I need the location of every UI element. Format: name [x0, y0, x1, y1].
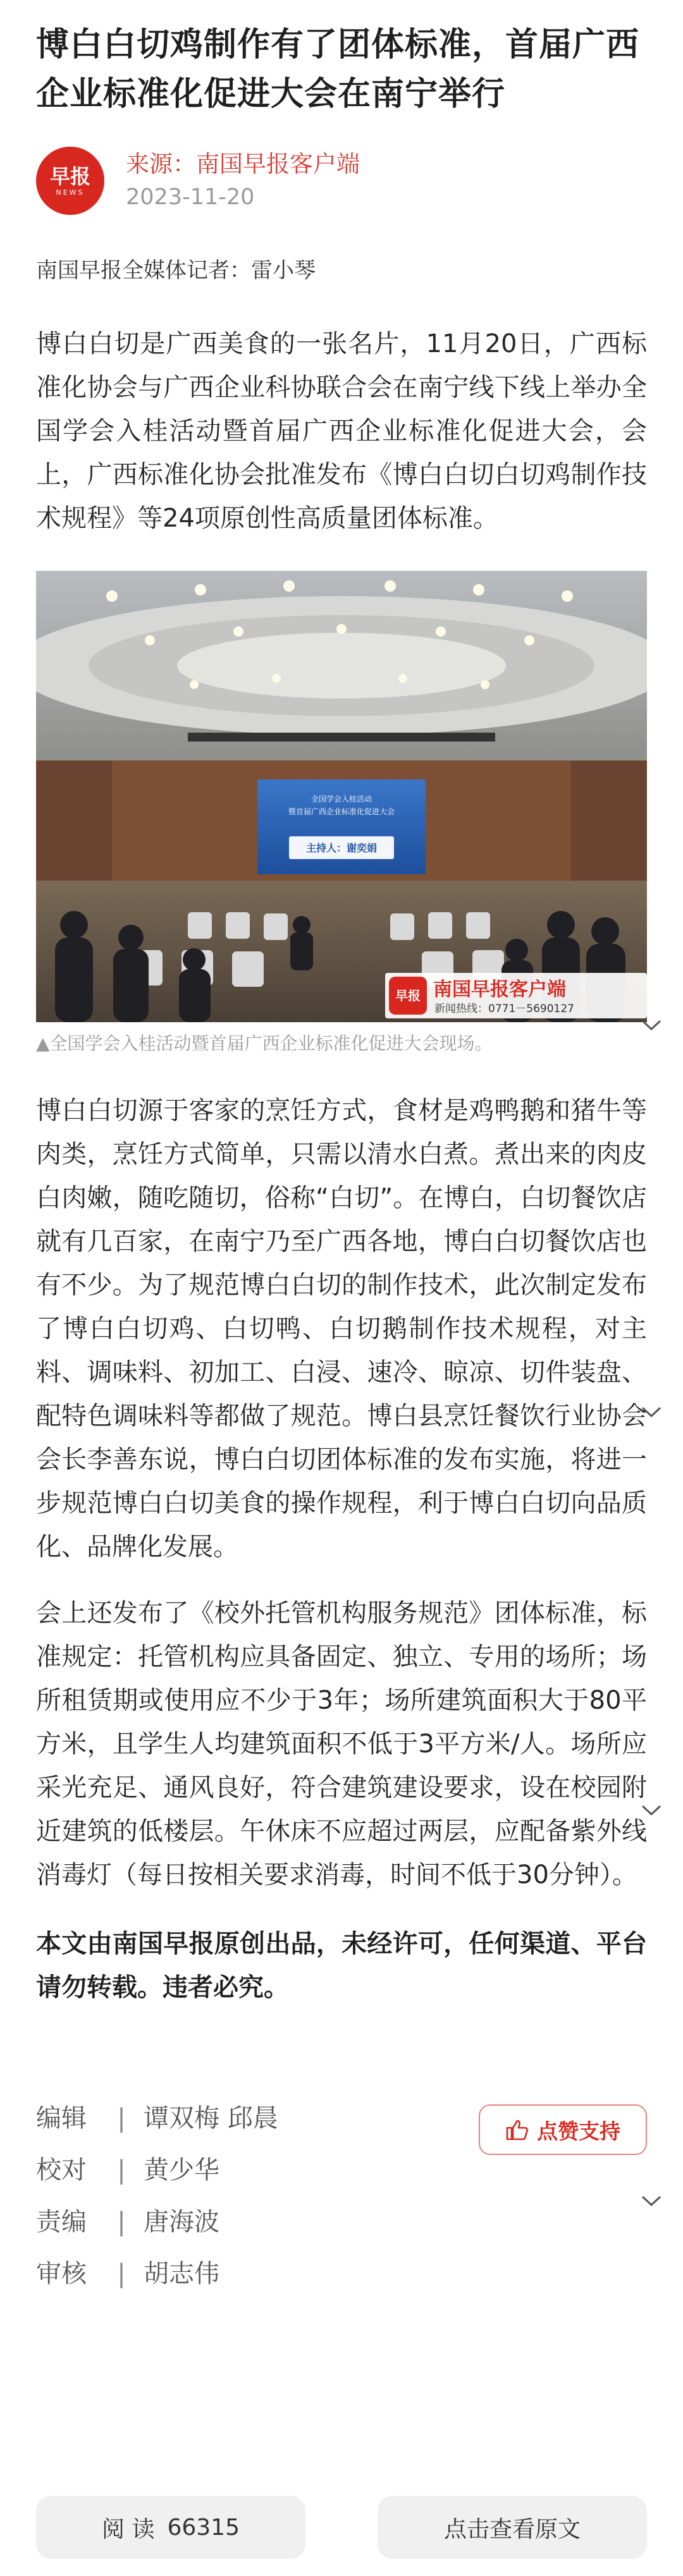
source-row [36, 143, 647, 219]
credit-separator: | [117, 2259, 126, 2288]
screen-line-1: 全国学会入桂活动 [311, 795, 372, 803]
credit-responsible-editor [36, 2199, 647, 2251]
paragraph-3: 会上还发布了《校外托管机构服务规范》团体标准，标准规定：托管机构应具备固定、独立、专用的场所；场所租赁期或使用应不少于3年；场所建筑面积大于80平方米，且学生人均建筑面积不低于3平方米/人。场所应采光充足、通风良好，符合建筑建设要求，设在校园附近建筑的低楼层。午休床不应超过两层，应配备紫外线消毒灯（每日按相关要求消毒，时间不低于30分钟）。 [36, 1599, 647, 1889]
thumbs-up-icon [505, 2119, 528, 2140]
credit-role: 校对 [36, 2156, 87, 2185]
logo-text: 早报 [49, 164, 90, 188]
screen-line-2: 暨首届广西企业标准化促进大会 [288, 807, 395, 816]
credit-proofreader [36, 2147, 647, 2199]
read-count-button[interactable] [36, 2496, 305, 2559]
credit-reviewer [36, 2251, 647, 2303]
watermark-logo: 早报 [395, 988, 421, 1003]
paragraph-1: 博白白切是广西美食的一张名片，11月20日，广西标准化协会与广西企业科协联合会在南宁线下线上举办全国学会入桂活动暨首届广西企业标准化促进大会，会上，广西标准化协会批准发布《博白白切白切鸡制作技术规程》等24项原创性高质量团体标准。 [36, 329, 647, 533]
bottom-action-bar [36, 2496, 647, 2563]
view-original-label: 点击查看原文 [443, 2516, 581, 2542]
watermark-hotline: 新闻热线：0771－5690127 [434, 1003, 574, 1015]
read-count: 66315 [167, 2514, 240, 2541]
reporter-line: 南国早报全媒体记者：雷小琴 [36, 258, 316, 283]
article-photo[interactable] [36, 571, 647, 1022]
copyright-notice: 本文由南国早报原创出品，未经许可，任何渠道、平台请勿转载。违者必究。 [36, 1929, 647, 2002]
paragraph-2: 博白白切源于客家的烹饪方式，食材是鸡鸭鹅和猪牛等肉类，烹饪方式简单，只需以清水白煮。煮出来的肉皮白肉嫩，随吃随切，俗称“白切”。在博白，白切餐饮店就有几百家，在南宁乃至广西各地，博白白切餐饮店也有不少。为了规范博白白切的制作技术，此次制定发布了博白白切鸡、白切鸭、白切鹅制作技术规程，对主料、调味料、初加工、白浸、速冷、晾凉、切件装盘、配特色调味料等都做了规范。博白县烹饪餐饮行业协会会长李善东说，博白白切团体标准的发布实施，将进一步规范博白白切美食的操作规程，利于博白白切向品质化、品牌化发展。 [36, 1096, 647, 1561]
chevron-down-icon[interactable] [639, 2191, 664, 2210]
like-button[interactable] [479, 2104, 647, 2155]
photo-caption: ▲全国学会入桂活动暨首届广西企业标准化促进大会现场。 [36, 1033, 493, 1054]
conference-hall-image [36, 571, 647, 1022]
credit-separator: | [117, 2156, 126, 2185]
credit-separator: | [117, 2207, 126, 2237]
chevron-down-icon[interactable] [639, 1800, 664, 1819]
source-name[interactable]: 来源：南国早报客户端 [126, 150, 360, 178]
credit-names: 谭双梅 邱晨 [144, 2104, 278, 2133]
credit-separator: | [117, 2104, 126, 2133]
logo-subtext: NEWS [56, 188, 85, 197]
credits-block [36, 2096, 647, 2310]
article-title: 博白白切鸡制作有了团体标准，首届广西企业标准化促进大会在南宁举行 [36, 26, 640, 113]
credit-role: 责编 [36, 2207, 87, 2237]
credit-names: 胡志伟 [144, 2259, 219, 2288]
news-logo[interactable] [36, 147, 104, 215]
credit-names: 黄少华 [144, 2156, 219, 2185]
credit-role: 编辑 [36, 2104, 87, 2133]
screen-host: 主持人：谢奕娟 [305, 842, 378, 854]
credit-role: 审核 [36, 2259, 87, 2288]
like-label: 点赞支持 [537, 2118, 620, 2144]
chevron-down-icon[interactable] [639, 1402, 664, 1421]
read-label: 阅 读 [102, 2516, 155, 2542]
view-original-button[interactable] [378, 2496, 647, 2559]
publish-date: 2023-11-20 [126, 185, 255, 210]
credit-names: 唐海波 [144, 2207, 219, 2237]
watermark-brand: 南国早报客户端 [433, 979, 566, 1001]
chevron-down-icon[interactable] [639, 1015, 664, 1034]
